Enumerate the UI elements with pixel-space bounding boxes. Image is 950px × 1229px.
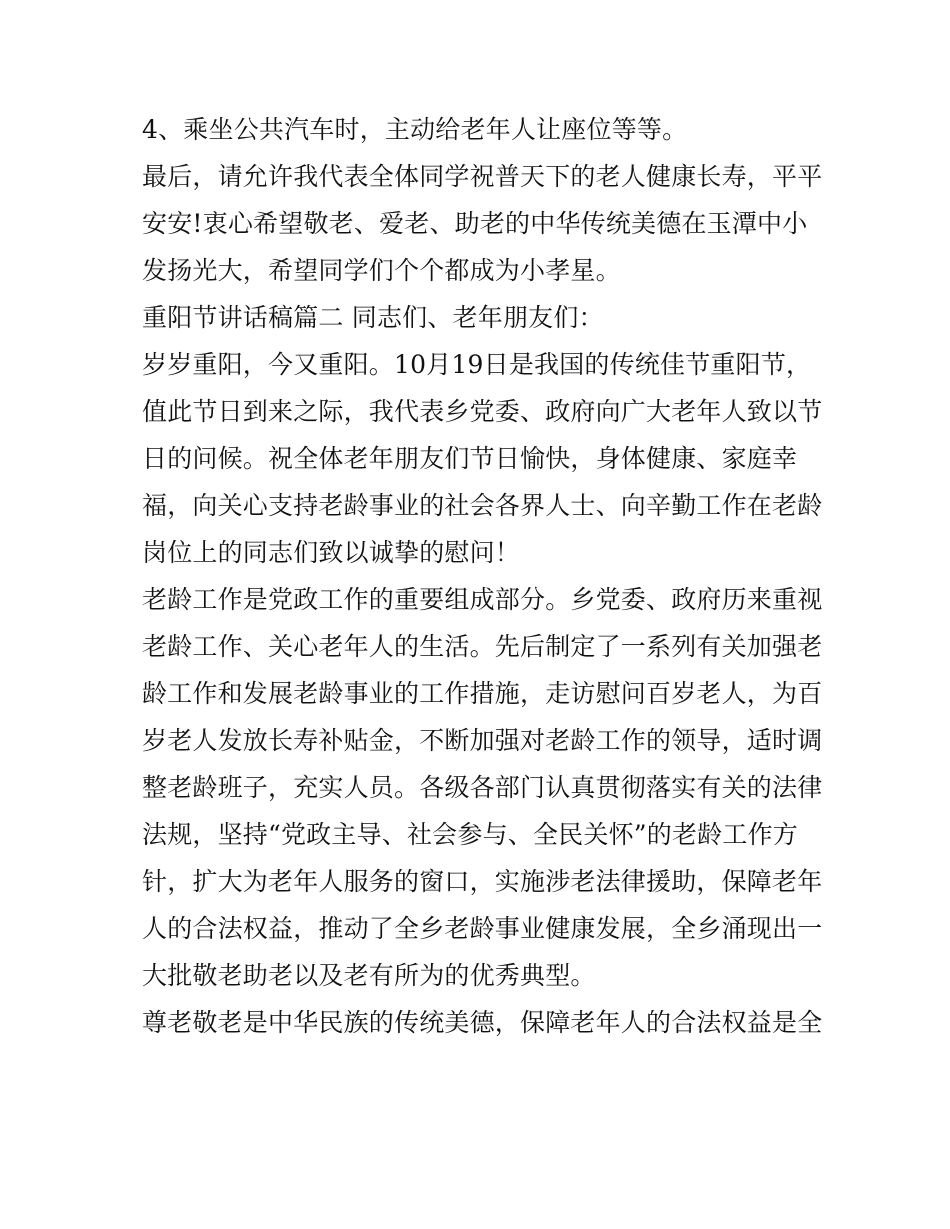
text-line-2: 最后，请允许我代表全体同学祝普天下的老人健康长寿，平平: [142, 162, 823, 191]
text-line-11: 老龄工作是党政工作的重要组成部分。乡党委、政府历来重视: [142, 585, 823, 614]
text-line-3: 安安!衷心希望敬老、爱老、助老的中华传统美德在玉潭中小: [142, 209, 808, 238]
text-line-13: 龄工作和发展老龄事业的工作措施，走访慰问百岁老人，为百: [142, 679, 823, 708]
text-line-20: 尊老敬老是中华民族的传统美德，保障老年人的合法权益是全: [142, 1008, 823, 1037]
text-line-14: 岁老人发放长寿补贴金，不断加强对老龄工作的领导，适时调: [142, 726, 823, 755]
text-line-1: 4、乘坐公共汽车时，主动给老年人让座位等等。: [142, 115, 688, 144]
text-line-6: 岁岁重阳，今又重阳。10月19日是我国的传统佳节重阳节，: [142, 350, 812, 379]
text-line-9: 福，向关心支持老龄事业的社会各界人士、向辛勤工作在老龄: [142, 491, 823, 520]
text-line-17: 针，扩大为老年人服务的窗口，实施涉老法律援助，保障老年: [142, 867, 823, 896]
text-line-10: 岗位上的同志们致以诚挚的慰问！: [142, 538, 521, 567]
document-body: [142, 106, 822, 1046]
section-heading-line: 重阳节讲话稿篇二 同志们、老年朋友们：: [142, 303, 604, 332]
text-line-7: 值此节日到来之际，我代表乡党委、政府向广大老年人致以节: [142, 397, 823, 426]
text-line-16: 法规，坚持“党政主导、社会参与、全民关怀”的老龄工作方: [142, 820, 798, 849]
text-line-8: 日的问候。祝全体老年朋友们节日愉快，身体健康、家庭幸: [142, 444, 798, 473]
text-line-18: 人的合法权益，推动了全乡老龄事业健康发展，全乡涌现出一: [142, 914, 823, 943]
text-line-4: 发扬光大，希望同学们个个都成为小孝星。: [142, 256, 621, 285]
text-line-15: 整老龄班子，充实人员。各级各部门认真贯彻落实有关的法律: [142, 773, 823, 802]
text-line-19: 大批敬老助老以及老有所为的优秀典型。: [142, 961, 596, 990]
text-line-12: 老龄工作、关心老年人的生活。先后制定了一系列有关加强老: [142, 632, 823, 661]
